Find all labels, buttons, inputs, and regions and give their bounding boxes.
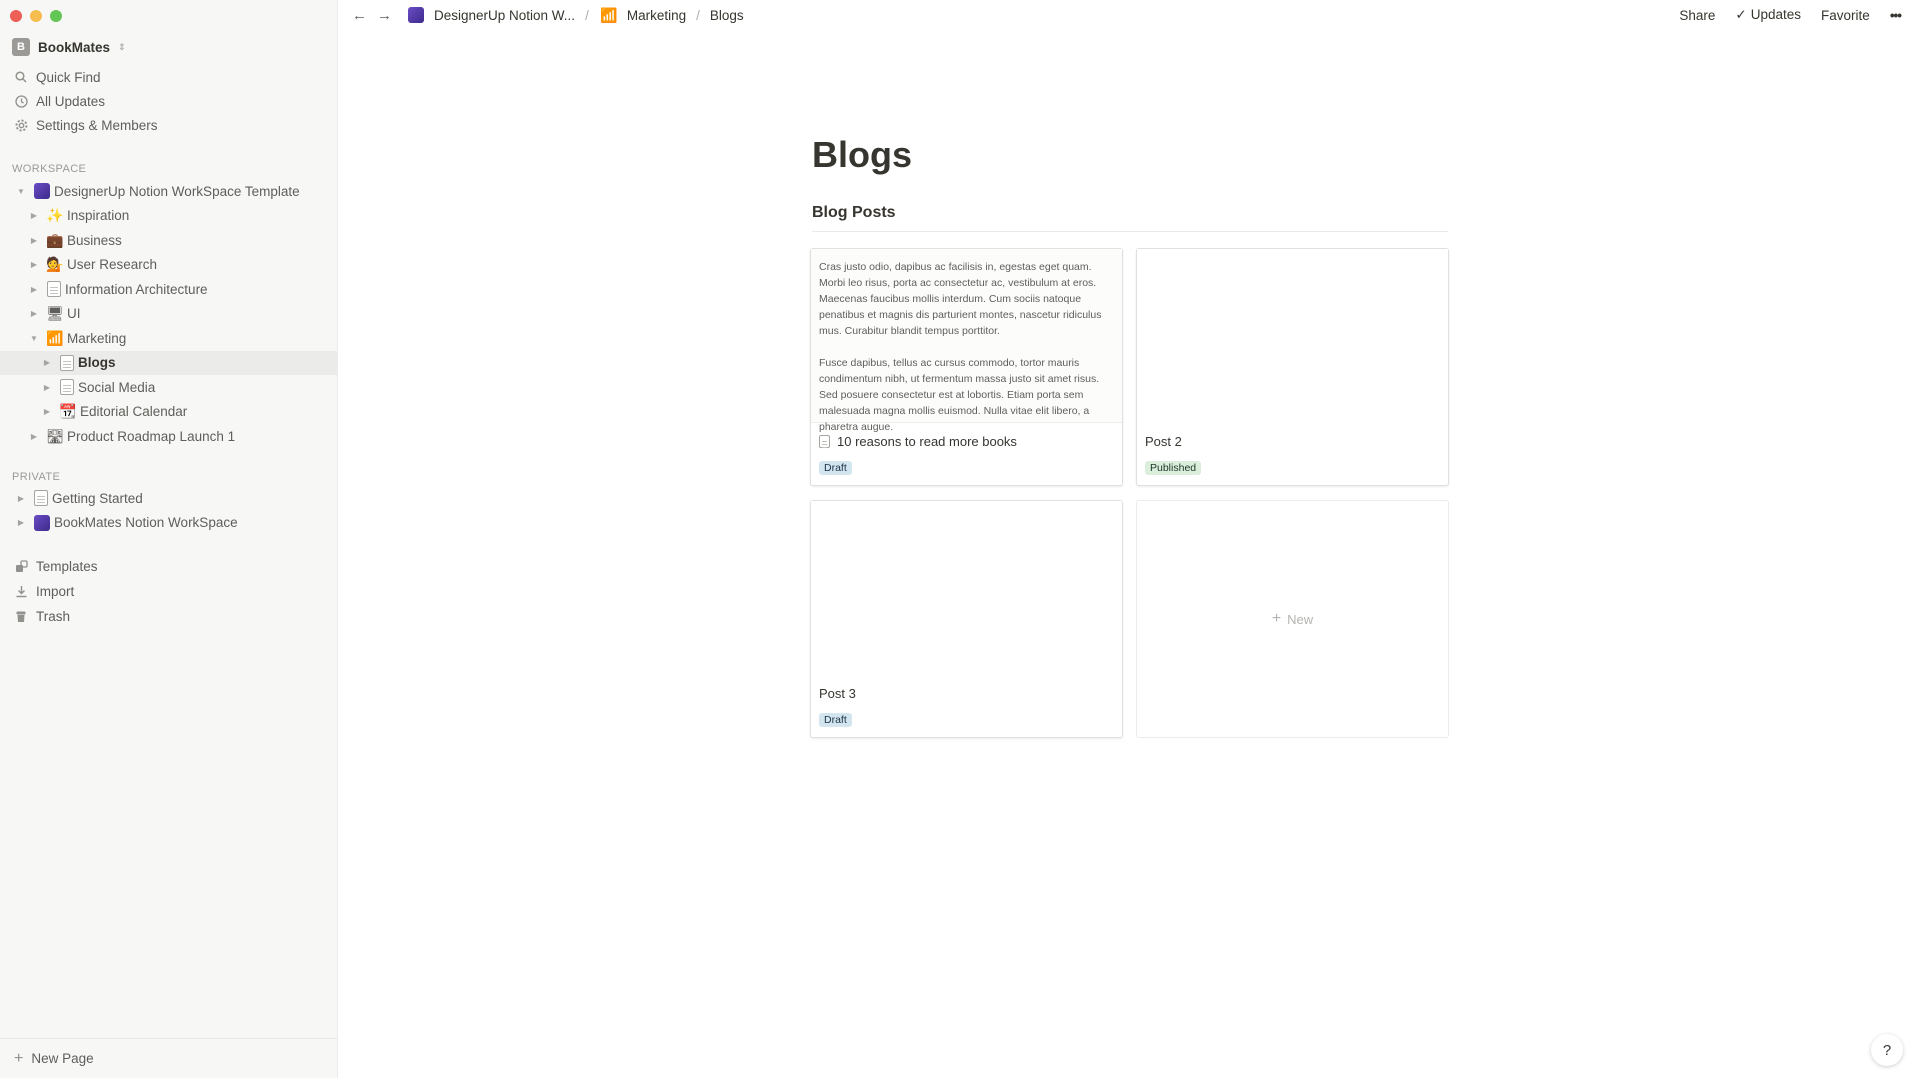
plus-icon: + bbox=[1271, 610, 1282, 627]
card-title bbox=[819, 434, 1017, 449]
caret-right-icon[interactable]: ▶ bbox=[30, 235, 38, 245]
quick-find-button[interactable] bbox=[0, 65, 338, 89]
more-options-icon[interactable]: ••• bbox=[1889, 7, 1901, 23]
private-section-label: PRIVATE bbox=[12, 471, 61, 483]
breadcrumb-item-blogs[interactable]: Blogs bbox=[709, 7, 744, 23]
chart-emoji-icon: 📶 bbox=[600, 6, 618, 23]
preview-paragraph: Fusce dapibus, tellus ac cursus commodo, tortor mauris condimentum nibh, ut fermentum massa justo sit amet risus. Sed posuere consectetur est at lobortis. Etiam porta sem malesuada magna mollis euismod. Nulla vitae elit libero, a pharetra augue. bbox=[819, 357, 1100, 433]
workspace-logo-icon bbox=[34, 515, 50, 531]
sidebar-item-editorial-calendar[interactable] bbox=[0, 400, 338, 425]
private-tree bbox=[0, 486, 338, 535]
workspace-logo-icon bbox=[34, 183, 50, 199]
caret-down-icon[interactable]: ▼ bbox=[17, 186, 25, 196]
card-preview bbox=[811, 501, 1122, 675]
page-icon bbox=[60, 355, 74, 371]
sidebar-item-social-media[interactable] bbox=[0, 375, 338, 400]
sidebar-item-designerup-workspace[interactable] bbox=[0, 179, 338, 204]
road-emoji-icon: 🛣 bbox=[46, 427, 64, 444]
calendar-emoji-icon: 📆 bbox=[59, 403, 77, 420]
trash-button[interactable] bbox=[0, 604, 338, 629]
gear-icon bbox=[14, 118, 28, 132]
workspace-switcher[interactable] bbox=[12, 38, 126, 56]
gallery-card[interactable] bbox=[1136, 248, 1449, 486]
chevron-updown-icon: ⇕ bbox=[118, 41, 126, 52]
card-title-text: 10 reasons to read more books bbox=[837, 434, 1017, 449]
updates-label: Updates bbox=[1750, 7, 1802, 22]
sidebar-item-user-research[interactable] bbox=[0, 253, 338, 278]
card-preview bbox=[811, 249, 1122, 433]
all-updates-button[interactable] bbox=[0, 89, 338, 113]
database-divider bbox=[812, 231, 1448, 232]
sidebar-item-inspiration[interactable] bbox=[0, 204, 338, 229]
new-card-button[interactable] bbox=[1136, 500, 1449, 738]
caret-right-icon[interactable]: ▶ bbox=[30, 431, 38, 441]
trash-icon bbox=[14, 610, 28, 624]
sidebar-item-label: Business bbox=[67, 232, 122, 248]
import-button[interactable] bbox=[0, 579, 338, 604]
sidebar-item-blogs[interactable] bbox=[0, 351, 338, 376]
sidebar-item-ui[interactable] bbox=[0, 302, 338, 327]
sidebar-item-business[interactable] bbox=[0, 228, 338, 253]
caret-down-icon[interactable]: ▼ bbox=[30, 333, 38, 343]
database-title[interactable]: Blog Posts bbox=[812, 204, 896, 221]
caret-right-icon[interactable]: ▶ bbox=[30, 284, 38, 294]
page-icon bbox=[34, 490, 48, 506]
history-nav bbox=[352, 7, 392, 24]
workspace-logo-icon bbox=[408, 7, 424, 23]
sidebar-item-label: Marketing bbox=[67, 330, 127, 346]
breadcrumb bbox=[406, 6, 744, 24]
sidebar-item-label: Social Media bbox=[78, 379, 156, 395]
all-updates-label: All Updates bbox=[36, 93, 106, 109]
caret-right-icon[interactable]: ▶ bbox=[43, 382, 51, 392]
workspace-section-label: WORKSPACE bbox=[12, 163, 87, 175]
sidebar-top-nav bbox=[0, 65, 338, 137]
status-tag: Draft bbox=[819, 713, 852, 727]
help-button[interactable]: ? bbox=[1871, 1034, 1903, 1066]
sidebar-item-label: Information Architecture bbox=[65, 281, 208, 297]
templates-button[interactable] bbox=[0, 554, 338, 579]
window-controls bbox=[10, 10, 62, 22]
settings-members-button[interactable] bbox=[0, 113, 338, 137]
check-icon: ✓ bbox=[1735, 7, 1747, 22]
gallery-card[interactable] bbox=[810, 500, 1123, 738]
sidebar-item-label: Product Roadmap Launch 1 bbox=[67, 428, 236, 444]
chart-emoji-icon: 📶 bbox=[46, 329, 64, 346]
clock-icon bbox=[14, 94, 28, 108]
quick-find-label: Quick Find bbox=[36, 69, 101, 85]
sidebar-item-marketing[interactable] bbox=[0, 326, 338, 351]
caret-right-icon[interactable]: ▶ bbox=[30, 260, 38, 270]
card-title bbox=[1145, 434, 1182, 449]
workspace-name: BookMates bbox=[38, 39, 111, 55]
import-icon bbox=[14, 585, 28, 599]
page-icon bbox=[47, 281, 61, 297]
back-arrow-icon[interactable]: ← bbox=[352, 6, 367, 24]
page-icon bbox=[819, 435, 830, 448]
status-tag: Draft bbox=[819, 461, 852, 475]
card-title-text: Post 3 bbox=[819, 686, 856, 701]
updates-button[interactable] bbox=[1735, 7, 1801, 23]
sidebar-item-label: Blogs bbox=[78, 355, 116, 371]
breadcrumb-item-workspace[interactable]: DesignerUp Notion W... bbox=[434, 7, 576, 23]
favorite-button[interactable]: Favorite bbox=[1821, 7, 1870, 23]
caret-right-icon[interactable]: ▶ bbox=[30, 309, 38, 319]
card-title bbox=[819, 686, 856, 701]
minimize-window-button[interactable] bbox=[30, 10, 42, 22]
breadcrumb-separator: / bbox=[696, 7, 700, 23]
caret-right-icon[interactable]: ▶ bbox=[43, 407, 51, 417]
forward-arrow-icon[interactable]: → bbox=[377, 6, 392, 24]
search-icon bbox=[14, 70, 28, 84]
sidebar-item-label: UI bbox=[67, 306, 81, 322]
templates-label: Templates bbox=[36, 559, 98, 574]
caret-right-icon[interactable]: ▶ bbox=[17, 518, 25, 528]
breadcrumb-separator: / bbox=[585, 7, 589, 23]
caret-right-icon[interactable]: ▶ bbox=[43, 358, 51, 368]
topbar-actions bbox=[1679, 0, 1901, 30]
plus-icon: + bbox=[14, 1049, 24, 1067]
person-emoji-icon: 💁 bbox=[46, 256, 64, 273]
close-window-button[interactable] bbox=[10, 10, 22, 22]
desktop-emoji-icon: 🖥 bbox=[46, 305, 64, 322]
sidebar bbox=[0, 0, 338, 1078]
workspace-tree bbox=[0, 179, 338, 449]
sidebar-item-getting-started[interactable] bbox=[0, 486, 338, 511]
page-title[interactable]: Blogs bbox=[812, 134, 913, 175]
briefcase-emoji-icon: 💼 bbox=[46, 231, 64, 248]
share-button[interactable]: Share bbox=[1679, 7, 1716, 23]
settings-members-label: Settings & Members bbox=[36, 117, 158, 133]
sidebar-item-bookmates-workspace[interactable] bbox=[0, 511, 338, 536]
status-tag: Published bbox=[1145, 461, 1201, 475]
gallery-card[interactable] bbox=[810, 248, 1123, 486]
new-card-label: New bbox=[1287, 611, 1314, 627]
page-icon bbox=[60, 379, 74, 395]
sidebar-utility-nav bbox=[0, 554, 338, 629]
new-page-label: New Page bbox=[31, 1051, 94, 1066]
sidebar-item-label: User Research bbox=[67, 257, 158, 273]
workspace-avatar: B bbox=[12, 38, 30, 56]
sidebar-item-label: Editorial Calendar bbox=[80, 404, 188, 420]
card-preview bbox=[1137, 249, 1448, 423]
zoom-window-button[interactable] bbox=[50, 10, 62, 22]
new-page-button[interactable] bbox=[0, 1038, 338, 1078]
preview-paragraph: Cras justo odio, dapibus ac facilisis in, egestas eget quam. Morbi leo risus, porta ac consectetur ac, vestibulum at eros. Maecenas faucibus mollis interdum. Cum sociis natoque penatibus et magnis dis parturient montes, nascetur ridiculus mus. Curabitur blandit tempus porttitor. bbox=[819, 261, 1102, 337]
breadcrumb-item-marketing[interactable]: Marketing bbox=[626, 7, 687, 23]
sparkles-emoji-icon: ✨ bbox=[46, 207, 64, 224]
sidebar-item-product-roadmap[interactable] bbox=[0, 424, 338, 449]
trash-label: Trash bbox=[36, 609, 71, 624]
import-label: Import bbox=[36, 584, 75, 599]
templates-icon bbox=[14, 560, 28, 574]
topbar bbox=[338, 0, 1915, 30]
sidebar-item-label: BookMates Notion WorkSpace bbox=[54, 515, 238, 531]
caret-right-icon[interactable]: ▶ bbox=[17, 493, 25, 503]
sidebar-item-label: Getting Started bbox=[52, 490, 143, 506]
caret-right-icon[interactable]: ▶ bbox=[30, 211, 38, 221]
card-title-text: Post 2 bbox=[1145, 434, 1182, 449]
sidebar-item-label: Inspiration bbox=[67, 208, 130, 224]
sidebar-item-information-architecture[interactable] bbox=[0, 277, 338, 302]
sidebar-item-label: DesignerUp Notion WorkSpace Template bbox=[54, 183, 300, 199]
